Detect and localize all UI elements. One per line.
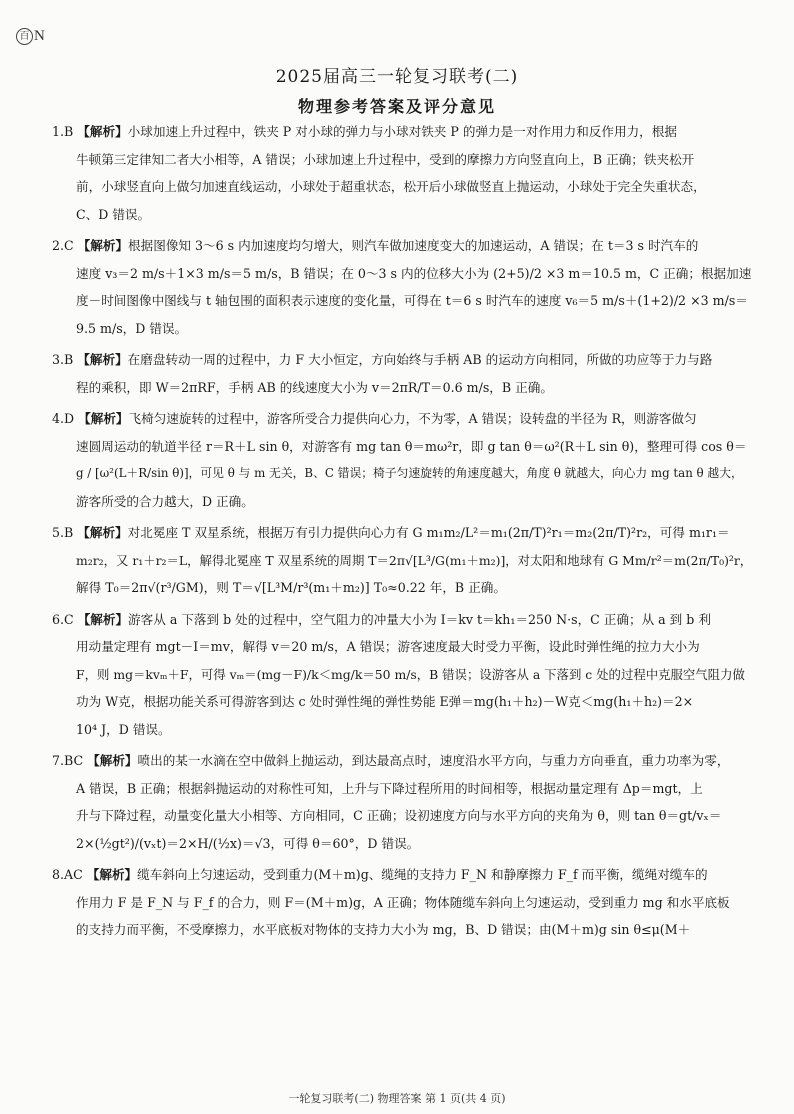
answer-text: 9.5 m/s，D 错误。 <box>76 320 188 336</box>
answer-line <box>52 802 752 830</box>
answer-line <box>52 861 752 889</box>
answer-line <box>52 346 752 374</box>
answer-list <box>52 118 752 948</box>
answer-text: C、D 错误。 <box>76 206 151 222</box>
answer-text: m₂r₂，又 r₁＋r₂＝L，解得北冕座 T 双星系统的周期 T＝2π√[L³/G(m₁＋m₂)]，对太阳和地球有 G Mm/r²＝m(2π/T₀)²r， <box>76 552 753 568</box>
answer-item <box>52 232 752 342</box>
answer-text: 程的乘积，即 W＝2πRF，手柄 AB 的线速度大小为 v＝2πR/T＝0.6 m/s，B 正确。 <box>76 379 553 395</box>
answer-text: 喷出的某一水滴在空中做斜上抛运动，到达最高点时，速度沿水平方向，与重力方向垂直，重力功率为零， <box>137 753 730 768</box>
answer-line <box>52 574 752 602</box>
analysis-tag: 【解析】 <box>77 124 128 139</box>
analysis-tag: 【解析】 <box>77 611 129 627</box>
question-number: 2.C <box>52 238 74 253</box>
analysis-tag: 【解析】 <box>77 238 129 253</box>
answer-line <box>52 433 752 461</box>
answer-line <box>52 315 752 343</box>
answer-text: 小球加速上升过程中，铁夹 P 对小球的弹力与小球对铁夹 P 的弹力是一对作用力和反作用力，根据 <box>127 124 677 139</box>
page-subtitle: 物理参考答案及评分意见 <box>297 97 496 116</box>
answer-text: 前，小球竖直向上做匀加速直线运动，小球处于超重状态，松开后小球做竖直上抛运动，小球处于完全失重状态， <box>76 179 706 194</box>
answer-line <box>52 260 752 288</box>
answer-line <box>52 488 752 516</box>
answer-text: 游客所受的合力越大，D 正确。 <box>76 493 254 509</box>
answer-text: F，则 mg＝kvₘ＋F，可得 vₘ＝(mg－F)/k＜mg/k＝50 m/s，B 错误；设游客从 a 下落到 c 处的过程中克服空气阻力做 <box>76 666 745 682</box>
answer-line <box>52 633 752 661</box>
answer-line <box>52 519 752 547</box>
answer-text: 飞椅匀速旋转的过程中，游客所受合力提供向心力，不为零，A 错误；设转盘的半径为 R，则游客做匀 <box>128 411 697 426</box>
answer-text: 的支持力而平衡，不受摩擦力，水平底板对物体的支持力大小为 mg，B、D 错误；由(M＋m)g sin θ≤μ(M＋ <box>76 922 691 937</box>
question-number: 7.BC <box>52 753 84 768</box>
answer-line <box>52 146 752 174</box>
answer-text: 解得 T₀＝2π√(r³/GM)，则 T＝√[L³M/r³(m₁＋m₂)] T₀≈0.22 年，B 正确。 <box>76 580 506 595</box>
question-number: 5.B <box>52 525 74 540</box>
answer-text: 游客从 a 下落到 b 处的过程中，空气阻力的冲量大小为 I＝kv t＝kh₁＝250 N·s，C 正确；从 a 到 b 利 <box>128 611 711 627</box>
answer-line <box>52 747 752 775</box>
answer-line <box>52 173 752 201</box>
answer-text: 度－时间图像中图线与 t 轴包围的面积表示速度的变化量，可得在 t＝6 s 时汽车的速度 v₆＝5 m/s＋(1+2)/2 ×3 m/s＝ <box>76 293 748 308</box>
question-number: 8.AC <box>52 867 83 882</box>
answer-item <box>52 118 752 228</box>
answer-line <box>52 405 752 433</box>
answer-text: 2×(½gt²)/(vₓt)＝2×H/(½x)＝√3，可得 θ＝60°，D 错误。 <box>76 835 420 851</box>
answer-line <box>52 688 752 716</box>
answer-item <box>52 405 752 515</box>
answer-text: 牛顿第三定律知二者大小相等，A 错误；小球加速上升过程中，受到的摩擦力方向竖直向上，B 正确；铁夹松开 <box>76 151 695 167</box>
answer-text: 在磨盘转动一周的过程中，力 F 大小恒定，方向始终与手柄 AB 的运动方向相同，所做的功应等于力与路 <box>127 352 713 367</box>
analysis-tag: 【解析】 <box>77 525 128 540</box>
answer-text: 10⁴ J，D 错误。 <box>76 721 171 737</box>
page-title: 2025届高三一轮复习联考(二) <box>275 67 519 87</box>
answer-line <box>52 916 752 944</box>
answer-text: 根据图像知 3～6 s 内加速度均匀增大，则汽车做加速度变大的加速运动，A 错误；在 t＝3 s 时汽车的 <box>128 238 699 253</box>
logo-seal: 百 <box>16 28 33 45</box>
answer-text: 速圆周运动的轨道半径 r＝R＋L sin θ，对游客有 mg tan θ＝mω²r，即 g tan θ＝ω²(R＋L sin θ)，整理可得 cos θ＝ <box>76 438 747 454</box>
answer-line <box>52 118 752 146</box>
answer-text: 对北冕座 T 双星系统，根据万有引力提供向心力有 G m₁m₂/L²＝m₁(2π/T)²r₁＝m₂(2π/T)²r₂，可得 m₁r₁＝ <box>127 525 730 540</box>
analysis-tag: 【解析】 <box>77 352 128 367</box>
answer-item <box>52 606 752 744</box>
question-number: 4.D <box>52 411 75 426</box>
answer-text: g / [ω²(L＋R/sin θ)]，可见 θ 与 m 无关，B、C 错误；椅子匀速旋转的角速度越大，角度 θ 就越大，向心力 mg tan θ 越大， <box>76 466 743 480</box>
logo-suffix: N <box>34 28 45 44</box>
answer-line <box>52 460 752 488</box>
answer-text: 速度 v₃＝2 m/s＋1×3 m/s＝5 m/s，B 错误；在 0～3 s 内的位移大小为 (2+5)/2 ×3 m＝10.5 m，C 正确；根据加速 <box>76 265 752 281</box>
logo <box>16 28 45 45</box>
answer-line <box>52 547 752 575</box>
answer-line <box>52 830 752 858</box>
page-footer: 一轮复习联考(二) 物理答案 第 1 页(共 4 页) <box>288 1092 506 1105</box>
answer-item <box>52 519 752 602</box>
answer-line <box>52 661 752 689</box>
answer-line <box>52 232 752 260</box>
answer-text: A 错误，B 正确；根据斜抛运动的对称性可知，上升与下降过程所用的时间相等，根据动量定理有 Δp＝mgt，上 <box>76 780 703 796</box>
answer-line <box>52 287 752 315</box>
answer-text: 缆车斜向上匀速运动，受到重力(M＋m)g、缆绳的支持力 F_N 和静摩擦力 F_f 而平衡，缆绳对缆车的 <box>137 867 708 882</box>
answer-item <box>52 747 752 857</box>
answer-text: 用动量定理有 mgt－I＝mv，解得 v＝20 m/s，A 错误；游客速度最大时受力平衡，设此时弹性绳的拉力大小为 <box>76 639 700 654</box>
answer-line <box>52 374 752 402</box>
analysis-tag: 【解析】 <box>78 411 129 426</box>
answer-line <box>52 775 752 803</box>
answer-text: 升与下降过程，动量变化量大小相等、方向相同，C 正确；设初速度方向与水平方向的夹角为 θ，则 tan θ＝gt/vₓ＝ <box>76 808 722 823</box>
analysis-tag: 【解析】 <box>86 867 138 882</box>
answer-line <box>52 201 752 229</box>
answer-item <box>52 346 752 401</box>
answer-text: 作用力 F 是 F_N 与 F_f 的合力，则 F＝(M＋m)g，A 正确；物体随缆车斜向上匀速运动，受到重力 mg 和水平底板 <box>76 894 730 910</box>
answer-text: 功为 W克，根据功能关系可得游客到达 c 处时弹性绳的弹性势能 E弹＝mg(h₁＋h₂)－W克＜mg(h₁＋h₂)＝2× <box>76 694 694 709</box>
question-number: 6.C <box>52 611 74 627</box>
answer-line <box>52 889 752 917</box>
question-number: 1.B <box>52 124 74 139</box>
answer-item <box>52 861 752 944</box>
answer-line <box>52 716 752 744</box>
analysis-tag: 【解析】 <box>87 753 138 768</box>
answer-line <box>52 606 752 634</box>
question-number: 3.B <box>52 352 74 367</box>
